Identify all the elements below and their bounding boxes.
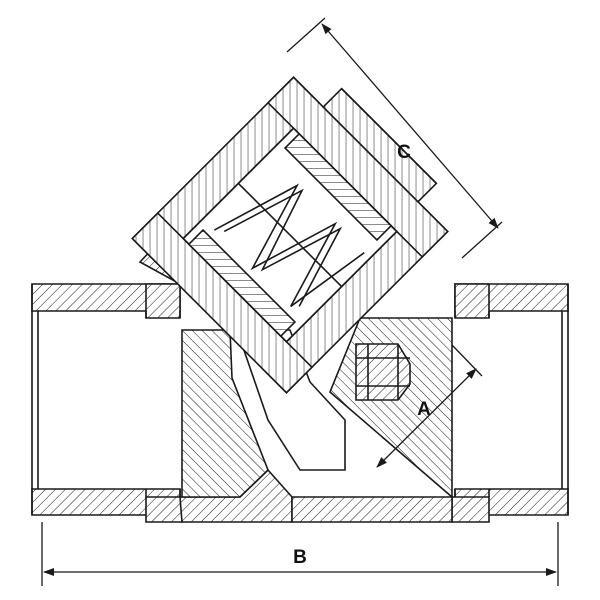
- dimension-label-a: A: [417, 399, 431, 420]
- dimension-b: [42, 522, 558, 586]
- body-right-port: [452, 284, 568, 522]
- body-left-port: [32, 284, 182, 522]
- dimension-label-c: C: [397, 142, 411, 163]
- hex-nut: [356, 344, 410, 400]
- dimension-label-b: B: [293, 547, 307, 568]
